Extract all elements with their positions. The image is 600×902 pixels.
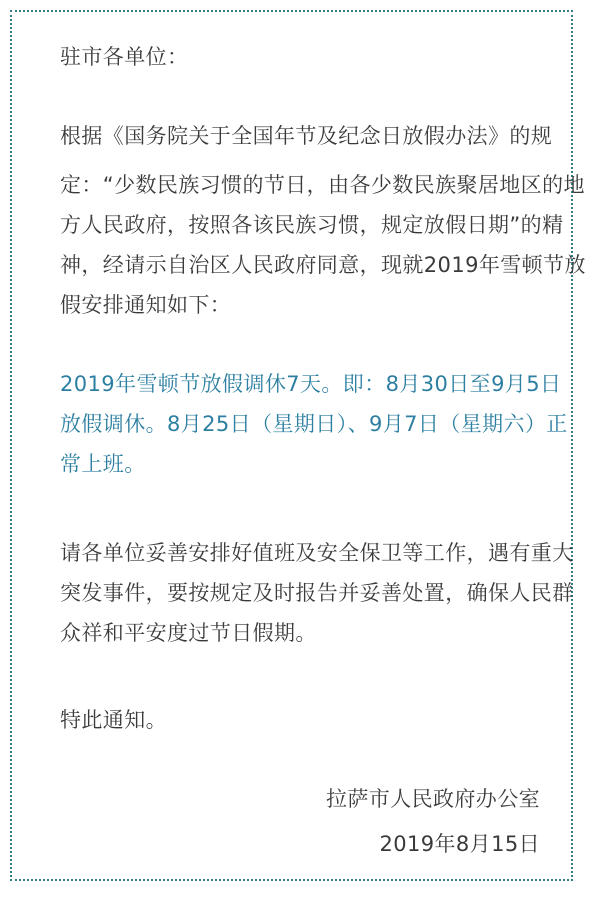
- paragraph-3-line-3: 众祥和平安度过节日假期。: [60, 621, 317, 645]
- issue-date: 2019年8月15日: [379, 832, 540, 856]
- paragraph-1-line-3: 方人民政府，按照各该民族习惯，规定放假日期”的精: [60, 213, 564, 237]
- paragraph-3-line-1: 请各单位妥善安排好值班及安全保卫等工作，遇有重大: [60, 541, 574, 565]
- paragraph-1-line-2: 定：“少数民族习惯的节日，由各少数民族聚居地区的地: [60, 173, 585, 197]
- holiday-schedule-line-3: 常上班。: [60, 452, 146, 476]
- holiday-schedule-line-2: 放假调休。8月25日（星期日）、9月7日（星期六）正: [60, 412, 568, 436]
- paragraph-1-line-5: 假安排通知如下：: [60, 293, 232, 317]
- paragraph-1-line-1: 根据《国务院关于全国年节及纪念日放假办法》的规: [60, 124, 553, 148]
- salutation: 驻市各单位：: [60, 45, 189, 69]
- holiday-schedule-line-1: 2019年雪顿节放假调休7天。即：8月30日至9月5日: [60, 372, 562, 396]
- paragraph-1-line-4: 神，经请示自治区人民政府同意，现就2019年雪顿节放: [60, 253, 586, 277]
- issuer-signature: 拉萨市人民政府办公室: [326, 787, 540, 811]
- closing-line: 特此通知。: [60, 708, 167, 732]
- paragraph-3-line-2: 突发事件，要按规定及时报告并妥善处置，确保人民群: [60, 581, 574, 605]
